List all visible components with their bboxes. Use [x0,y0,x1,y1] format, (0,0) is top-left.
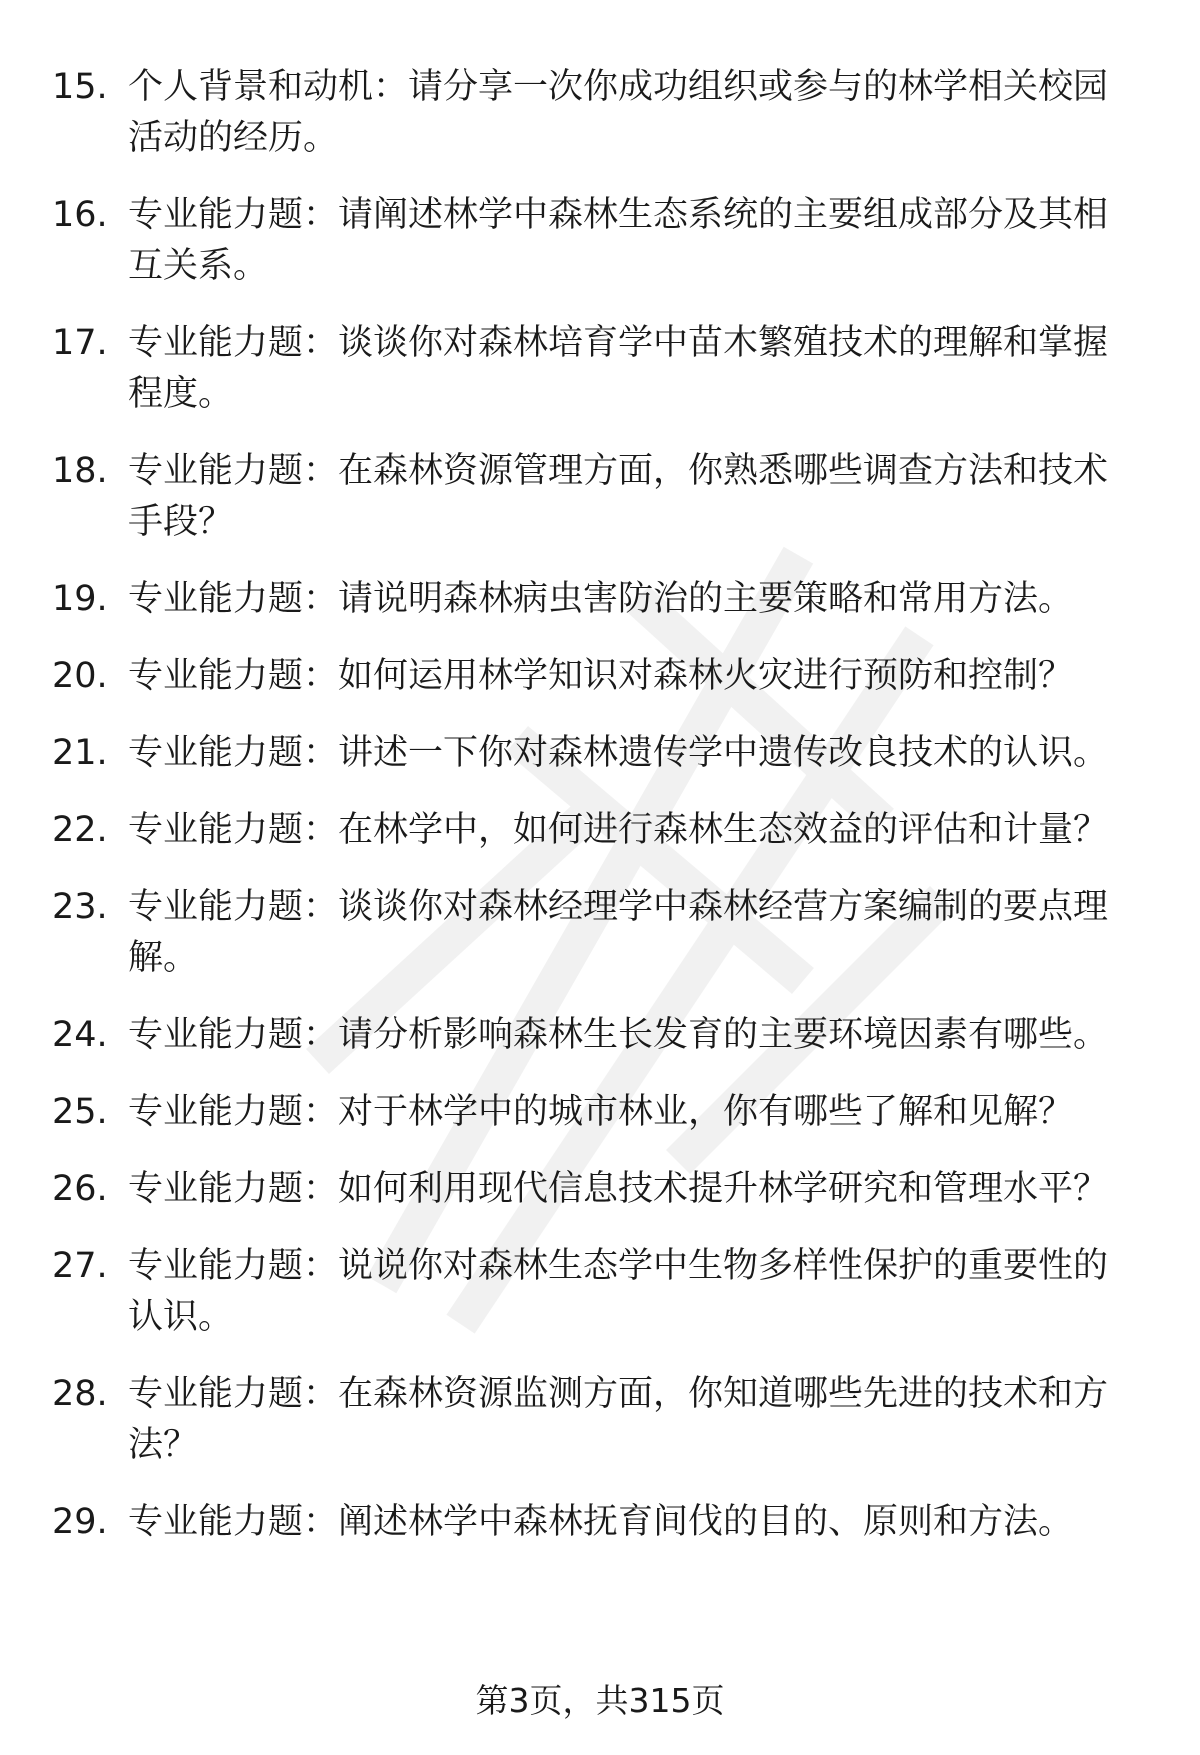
list-item [52,318,1142,420]
list-item [52,1010,1142,1061]
question-number: 26. [52,1169,108,1209]
question-text: 专业能力题：讲述一下你对森林遗传学中遗传改良技术的认识。 [128,733,1109,773]
question-text: 专业能力题：谈谈你对森林经理学中森林经营方案编制的要点理解。 [128,887,1109,978]
list-item [52,1369,1142,1471]
question-list [52,62,1142,1574]
list-item [52,190,1142,292]
list-item [52,882,1142,984]
question-text: 个人背景和动机：请分享一次你成功组织或参与的林学相关校园活动的经历。 [128,67,1109,158]
question-text: 专业能力题：请分析影响森林生长发育的主要环境因素有哪些。 [128,1015,1109,1055]
list-item [52,1164,1142,1215]
question-number: 16. [52,195,108,235]
question-text: 专业能力题：对于林学中的城市林业，你有哪些了解和见解？ [128,1092,1074,1132]
list-item [52,446,1142,548]
question-text: 专业能力题：阐述林学中森林抚育间伐的目的、原则和方法。 [128,1502,1074,1542]
question-text: 专业能力题：请阐述林学中森林生态系统的主要组成部分及其相互关系。 [128,195,1109,286]
list-item [52,1087,1142,1138]
list-item [52,728,1142,779]
list-item [52,651,1142,702]
question-number: 15. [52,67,108,107]
list-item [52,574,1142,625]
list-item [52,805,1142,856]
question-text: 专业能力题：在森林资源监测方面，你知道哪些先进的技术和方法？ [128,1374,1109,1465]
list-item [52,1241,1142,1343]
question-text: 专业能力题：谈谈你对森林培育学中苗木繁殖技术的理解和掌握程度。 [128,323,1109,414]
list-item [52,1497,1142,1548]
question-number: 23. [52,887,108,927]
question-text: 专业能力题：请说明森林病虫害防治的主要策略和常用方法。 [128,579,1074,619]
page-number-footer: 第3页，共315页 [475,1681,725,1720]
question-text: 专业能力题：说说你对森林生态学中生物多样性保护的重要性的认识。 [128,1246,1109,1337]
list-item [52,62,1142,164]
question-number: 19. [52,579,108,619]
question-number: 25. [52,1092,108,1132]
question-number: 21. [52,733,108,773]
question-number: 17. [52,323,108,363]
question-number: 24. [52,1015,108,1055]
question-text: 专业能力题：如何利用现代信息技术提升林学研究和管理水平？ [128,1169,1109,1209]
question-number: 22. [52,810,108,850]
question-number: 18. [52,451,108,491]
question-text: 专业能力题：如何运用林学知识对森林火灾进行预防和控制？ [128,656,1074,696]
question-text: 专业能力题：在森林资源管理方面，你熟悉哪些调查方法和技术手段？ [128,451,1109,542]
question-number: 27. [52,1246,108,1286]
question-text: 专业能力题：在林学中，如何进行森林生态效益的评估和计量？ [128,810,1109,850]
question-number: 29. [52,1502,108,1542]
question-number: 28. [52,1374,108,1414]
question-number: 20. [52,656,108,696]
